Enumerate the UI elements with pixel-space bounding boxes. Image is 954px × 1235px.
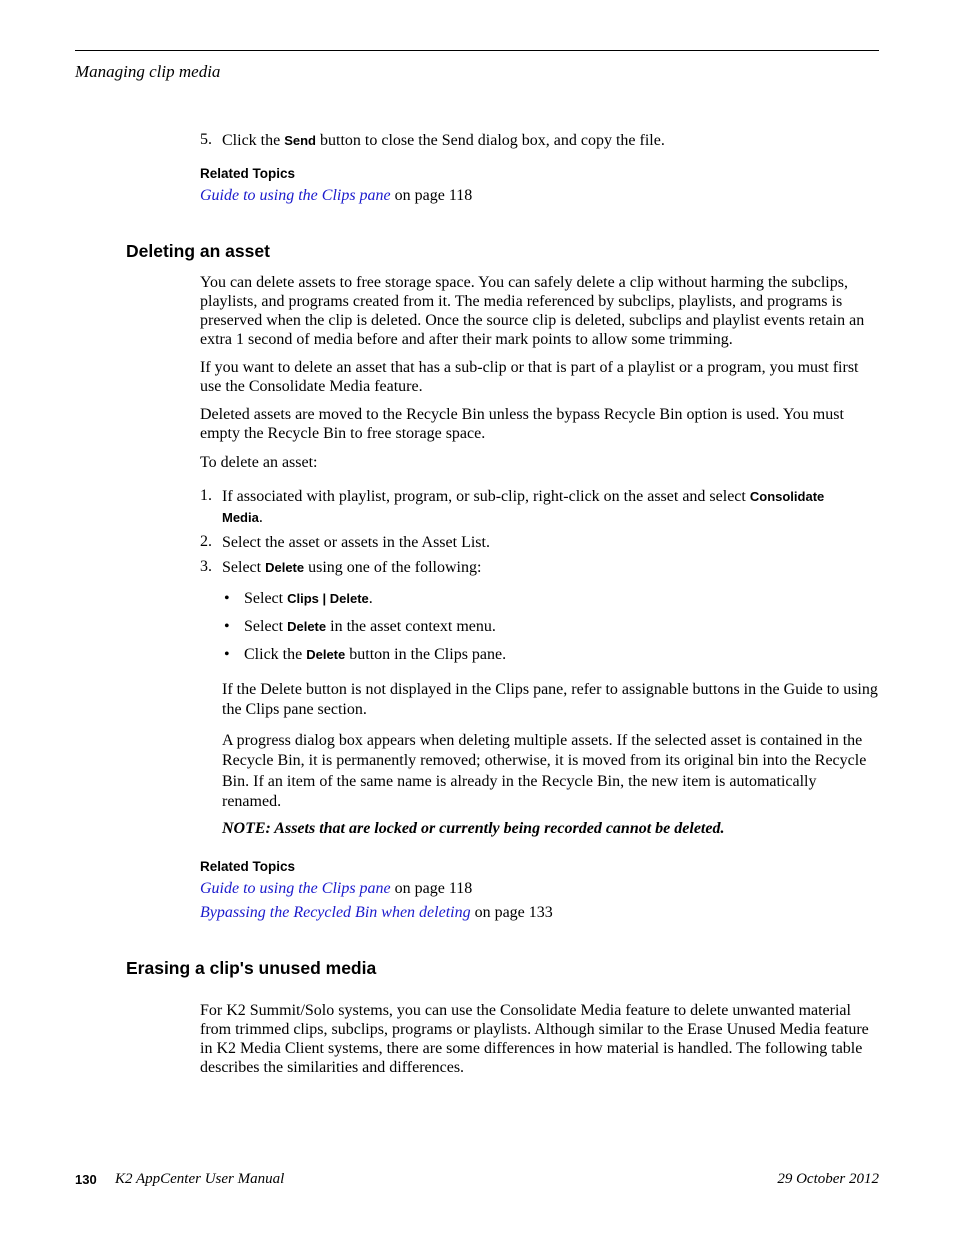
step-1-line2 — [222, 508, 263, 527]
bullet-post: . — [368, 590, 373, 607]
media-ui-label: Media — [222, 510, 259, 525]
paragraph: Deleted assets are moved to the Recycle Bin unless the bypass Recycle Bin option is used. You must empty the Recycle Bin to free storage space. — [200, 406, 844, 442]
step-3-number: 3. — [200, 558, 212, 575]
header-rule — [75, 50, 879, 51]
step-1-number: 1. — [200, 487, 212, 504]
section-heading-deleting: Deleting an asset — [126, 241, 270, 261]
related-topic-item — [200, 186, 472, 205]
link-page-ref: on page 133 — [470, 904, 553, 921]
section-heading-erasing: Erasing a clip's unused media — [126, 958, 377, 978]
bullet-marker: • — [224, 590, 230, 607]
send-ui-label: Send — [284, 133, 317, 148]
delete-ui-label: Delete — [265, 560, 305, 575]
step-3 — [222, 558, 481, 577]
step-5-number: 5. — [200, 131, 212, 148]
step-3-post: using one of the following: — [304, 559, 482, 576]
paragraph: A progress dialog box appears when deleting multiple assets. If the selected asset is contained in the Recycle Bin, it is permanently removed; otherwise, it is moved from its original bin into the Recycle Bin. If an item of the same name is already in the Recycle Bin, the new item is automatically renamed. — [222, 732, 867, 810]
bullet-item — [244, 645, 506, 664]
delete-ui-label: Delete — [306, 647, 346, 662]
paragraph: You can delete assets to free storage space. You can safely delete a clip without harming the subclips, playlists, and programs created from it. The media referenced by subclips, playlists, and programs is preserved when the clip is deleted. Once the source clip is deleted, subclips and playlist events retain an extra 1 second of media before and after their mark points to allow some trimming. — [200, 274, 865, 348]
related-topic-item — [200, 879, 472, 898]
bullet-pre: Select — [244, 590, 288, 607]
bullet-post: button in the Clips pane. — [345, 646, 507, 663]
delete-ui-label: Delete — [287, 619, 327, 634]
step-1-line1 — [222, 487, 882, 506]
footer-date: 29 October 2012 — [777, 1171, 879, 1187]
manual-title: K2 AppCenter User Manual — [115, 1171, 285, 1187]
note-text: NOTE: Assets that are locked or currently being recorded cannot be deleted. — [222, 820, 725, 837]
bullet-item — [244, 589, 373, 608]
step-1-pre: If associated with playlist, program, or sub-clip, right-click on the asset and select — [222, 488, 750, 505]
step-5 — [222, 131, 665, 150]
related-topics-heading: Related Topics — [200, 859, 296, 874]
bullet-item — [244, 617, 496, 636]
page-number: 130 — [75, 1172, 97, 1187]
link-page-ref: on page 118 — [390, 187, 473, 204]
link-page-ref: on page 118 — [390, 880, 473, 897]
running-title: Managing clip media — [75, 62, 221, 81]
paragraph: To delete an asset: — [200, 454, 318, 471]
bullet-marker: • — [224, 618, 230, 635]
related-topics-heading: Related Topics — [200, 166, 296, 181]
step-2: Select the asset or assets in the Asset List. — [222, 534, 490, 551]
link-guide-clips-pane[interactable]: Guide to using the Clips pane — [200, 187, 391, 204]
link-guide-clips-pane[interactable]: Guide to using the Clips pane — [200, 880, 391, 897]
consolidate-ui-label: Consolidate — [749, 489, 825, 504]
bullet-pre: Select — [244, 618, 288, 635]
clips-delete-ui-label: Clips | Delete — [287, 591, 369, 606]
step-2-number: 2. — [200, 533, 212, 550]
paragraph: If the Delete button is not displayed in the Clips pane, refer to assignable buttons in the Guide to using the Clips pane section. — [222, 681, 878, 719]
related-topic-item — [200, 903, 553, 922]
step-3-pre: Select — [222, 559, 266, 576]
link-bypassing-recycled-bin[interactable]: Bypassing the Recycled Bin when deleting — [200, 904, 471, 921]
step-1-post: . — [258, 509, 263, 526]
step-5-pre: Click the — [222, 132, 285, 149]
paragraph: For K2 Summit/Solo systems, you can use the Consolidate Media feature to delete unwanted material from trimmed clips, subclips, programs or playlists. Although similar to the Erase Unused Media feature in K2 Media Client systems, there are some differences in how material is handled. The following table describes the similarities and differences. — [200, 1002, 869, 1076]
step-5-post: button to close the Send dialog box, and copy the file. — [316, 132, 665, 149]
paragraph: If you want to delete an asset that has a sub-clip or that is part of a playlist or a program, you must first use the Consolidate Media feature. — [200, 359, 859, 395]
bullet-pre: Click the — [244, 646, 307, 663]
bullet-post: in the asset context menu. — [326, 618, 496, 635]
bullet-marker: • — [224, 646, 230, 663]
